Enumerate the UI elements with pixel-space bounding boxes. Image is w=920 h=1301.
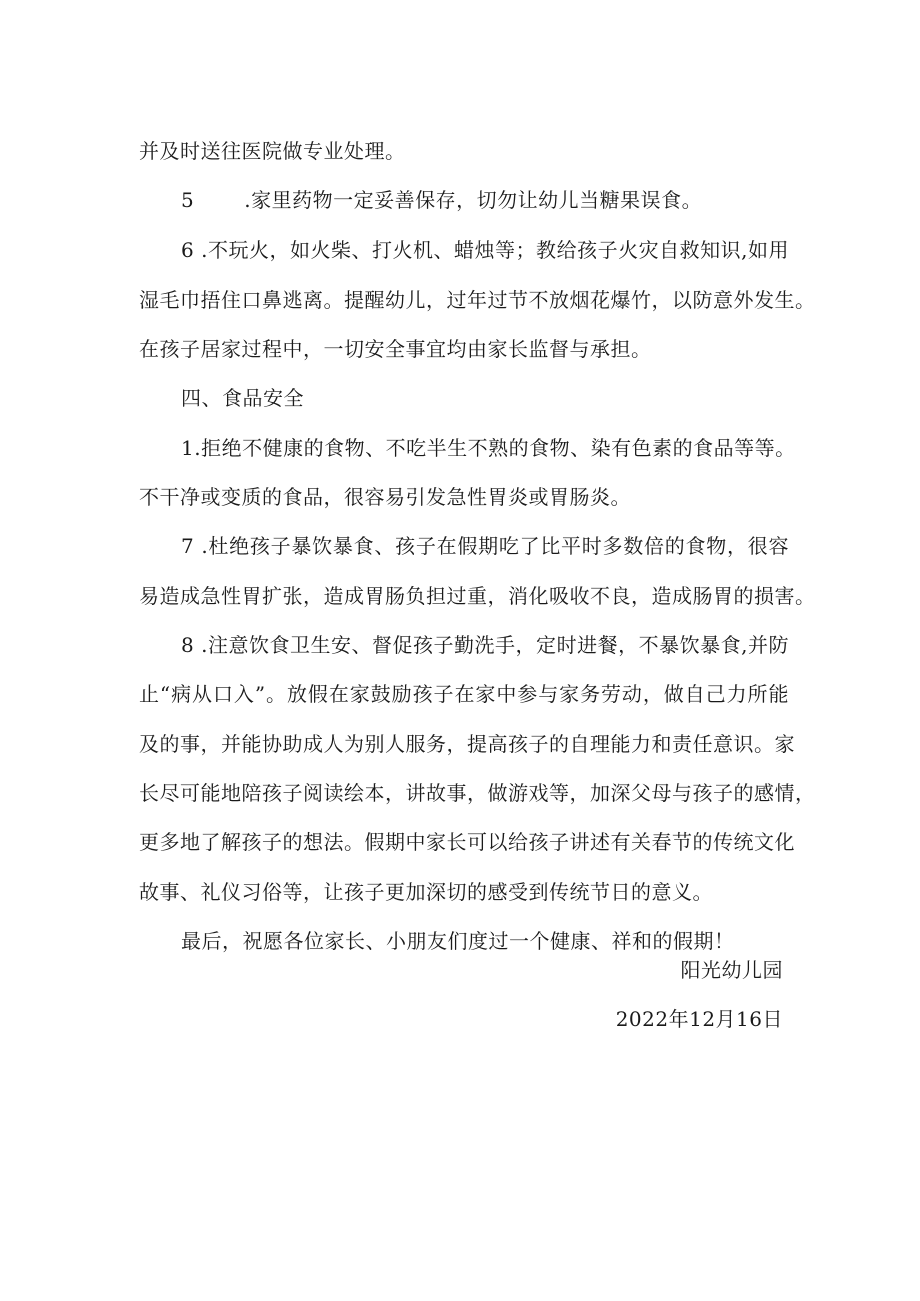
item-6-line-3: 在孩子居家过程中，一切安全事宜均由家长监督与承担。 [139,337,652,361]
item-6-line-1: 6 .不玩火，如火柴、打火机、蜡烛等；教给孩子火灾自救知识,如用 [181,238,789,262]
signature-organization: 阳光幼儿园 [680,958,783,982]
closing-wish: 最后，祝愿各位家长、小朋友们度过一个健康、祥和的假期！ [181,929,735,953]
section-heading-food-safety: 四、食品安全 [181,386,304,410]
item-8-line-4: 长尽可能地陪孩子阅读绘本，讲故事，做游戏等，加深父母与孩子的感情， [139,781,816,805]
item-1-line-2: 不干净或变质的食品，很容易引发急性胃炎或胃肠炎。 [139,485,631,509]
item-8-line-1: 8 .注意饮食卫生安、督促孩子勤洗手，定时进餐，不暴饮暴食,并防 [181,633,789,657]
item-7-line-1: 7 .杜绝孩子暴饮暴食、孩子在假期吃了比平时多数倍的食物，很容 [181,534,789,558]
item-5-text: .家里药物一定妥善保存，切勿让幼儿当糖果误食。 [244,188,703,212]
item-7-line-2: 易造成急性胃扩张，造成胃肠负担过重，消化吸收不良，造成肠胃的损害。 [139,584,816,608]
item-6-line-2: 湿毛巾捂住口鼻逃离。提醒幼儿，过年过节不放烟花爆竹，以防意外发生。 [139,288,816,312]
paragraph-line-1: 并及时送往医院做专业处理。 [139,139,406,163]
item-8-line-2: 止“病从口入”。放假在家鼓励孩子在家中参与家务劳动，做自己力所能 [139,682,789,706]
item-8-line-3: 及的事，并能协助成人为别人服务，提高孩子的自理能力和责任意识。家 [139,732,795,756]
item-1-line-1: 1.拒绝不健康的食物、不吃半生不熟的食物、染有色素的食品等等。 [181,436,796,460]
signature-date: 2022年12月16日 [615,1007,783,1031]
item-8-line-6: 故事、礼仪习俗等，让孩子更加深切的感受到传统节日的意义。 [139,880,713,904]
item-8-line-5: 更多地了解孩子的想法。假期中家长可以给孩子讲述有关春节的传统文化 [139,830,795,854]
item-5-number: 5 [181,188,195,212]
item-5-line [181,186,702,214]
